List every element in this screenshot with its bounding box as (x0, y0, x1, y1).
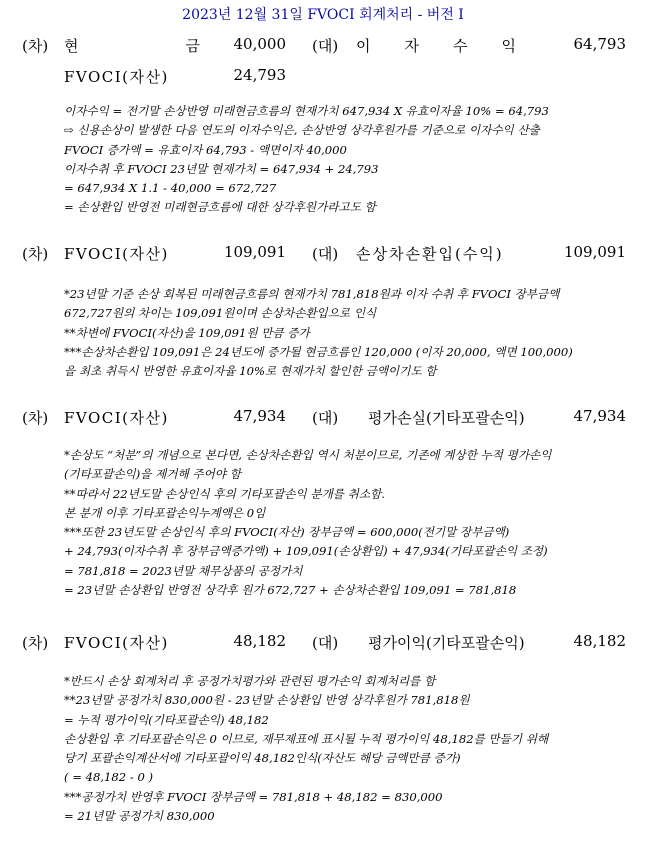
debit-account-fvoci: FVOCI(자산) (64, 634, 169, 652)
credit-char: 이 (356, 37, 371, 55)
journal-entry-1 (0, 35, 646, 57)
credit-amount: 48,182 (573, 632, 626, 650)
credit-amount: 64,793 (573, 35, 626, 53)
note-line: 이자수취 후 FVOCI 23년말 현재가치 = 647,934 + 24,793 (64, 161, 379, 176)
note-line: ***또한 23년도말 손상인식 후의 FVOCI(자산) 장부금액 = 600,000(전기말 장부금액) (64, 525, 510, 540)
cash-char-1: 현 (64, 37, 79, 55)
note-line: **23년말 공정가치 830,000원 - 23년말 손상환입 반영 상각후원가 781,818원 (64, 693, 470, 708)
debit-account-cash (64, 35, 200, 56)
note-line: *23년말 기준 손상 회복된 미래현금흐름의 현재가치 781,818원과 이자 수취 후 FVOCI 장부금액 (64, 287, 560, 301)
note-line: = 23년말 손상환입 반영전 상각후 원가 672,727 + 손상차손환입 109,091 = 781,818 (64, 583, 517, 598)
note-line: ***공정가치 반영후 FVOCI 장부금액 = 781,818 + 48,182 = 830,000 (64, 789, 443, 804)
note-line: = 647,934 X 1.1 - 40,000 = 672,727 (64, 181, 277, 196)
credit-account (356, 35, 516, 56)
journal-entry-2 (0, 243, 646, 265)
note-line: (기타포괄손익)을 제거해 주어야 함 (64, 467, 241, 482)
note-line: = 21년말 공정가치 830,000 (64, 809, 215, 824)
debit-amount: 109,091 (223, 243, 286, 261)
note-line: 본 분개 이후 기타포괄손익누계액은 0임 (64, 505, 266, 520)
note-line: ***손상차손환입 109,091은 24년도에 증가될 현금흐름인 120,000 (이자 20,000, 액면 100,000) (64, 344, 573, 359)
debit-amount-fvoci: 24,793 (233, 66, 286, 84)
credit-amount: 47,934 (573, 407, 626, 425)
credit-amount: 109,091 (563, 243, 626, 261)
credit-account: 손상차손환입(수익) (356, 245, 504, 263)
note-line: 당기 포괄손익계산서에 기타포괄이익 48,182인식(자산도 해당 금액만큼 증가) (64, 751, 461, 766)
cash-char-2: 금 (185, 37, 200, 55)
credit-char: 익 (501, 37, 516, 55)
credit-account: 평가손실(기타포괄손익) (368, 409, 525, 427)
credit-char: 자 (404, 37, 419, 55)
entry-1-notes (64, 102, 640, 218)
credit-char: 수 (453, 37, 468, 55)
note-line: = 누적 평가이익(기타포괄손익) 48,182 (64, 712, 269, 727)
credit-mark: (대) (312, 634, 339, 652)
debit-amount: 47,934 (233, 407, 286, 425)
credit-mark: (대) (312, 409, 339, 427)
note-line: + 24,793(이자수취 후 장부금액증가액) + 109,091(손상환입) + 47,934(기타포괄손익 조정) (64, 544, 548, 559)
note-line: ⇨ 신용손상이 발생한 다음 연도의 이자수익은, 손상반영 상각후원가를 기준으로 이자수익 산출 (64, 123, 540, 138)
journal-entry-4 (0, 632, 646, 654)
debit-amount-cash: 40,000 (233, 35, 286, 53)
credit-account: 평가이익(기타포괄손익) (368, 634, 525, 652)
entry-3-notes (64, 446, 640, 600)
credit-mark: (대) (312, 245, 339, 263)
debit-mark: (차) (22, 634, 49, 652)
note-line: ( = 48,182 - 0 ) (64, 770, 154, 785)
note-line: *반드시 손상 회계처리 후 공정가치평가와 관련된 평가손익 회계처리를 함 (64, 674, 436, 688)
entry-2-notes (64, 285, 640, 381)
note-line: *손상도 “처분”의 개념으로 본다면, 손상차손환입 역시 처분이므로, 기존에 계상한 누적 평가손익 (64, 448, 552, 462)
credit-mark: (대) (312, 37, 339, 55)
journal-entry-1-line-2 (0, 66, 646, 88)
note-line: **따라서 22년도말 손상인식 후의 기타포괄손익 분개를 취소함. (64, 486, 385, 501)
page-title: 2023년 12월 31일 FVOCI 회계처리 - 버전 I (182, 7, 464, 23)
journal-entry-3 (0, 407, 646, 429)
debit-mark: (차) (22, 409, 49, 427)
entry-4-notes (64, 672, 640, 826)
note-line: = 781,818 = 2023년말 채무상품의 공정가치 (64, 563, 303, 578)
note-line: **차변에 FVOCI(자산)을 109,091원 만큼 증가 (64, 325, 310, 340)
note-line: FVOCI 증가액 = 유효이자 64,793 - 액면이자 40,000 (64, 142, 347, 157)
note-line: 672,727원의 차이는 109,091원이며 손상차손환입으로 인식 (64, 306, 377, 321)
debit-account-fvoci: FVOCI(자산) (64, 409, 169, 427)
note-line: 이자수익 = 전기말 손상반영 미래현금흐름의 현재가치 647,934 X 유효이자율 10% = 64,793 (64, 104, 549, 118)
note-line: = 손상환입 반영전 미래현금흐름에 대한 상각후원가라고도 함 (64, 200, 376, 215)
debit-mark: (차) (22, 245, 49, 263)
debit-amount: 48,182 (233, 632, 286, 650)
debit-mark: (차) (22, 37, 49, 55)
note-line: 을 최초 취득시 반영한 유효이자율 10%로 현재가치 할인한 금액이기도 함 (64, 364, 437, 379)
note-line: 손상환입 후 기타포괄손익은 0 이므로, 재무제표에 표시될 누적 평가이익 48,182를 만들기 위해 (64, 731, 549, 746)
debit-account-fvoci: FVOCI(자산) (64, 68, 169, 86)
debit-account-fvoci: FVOCI(자산) (64, 245, 169, 263)
